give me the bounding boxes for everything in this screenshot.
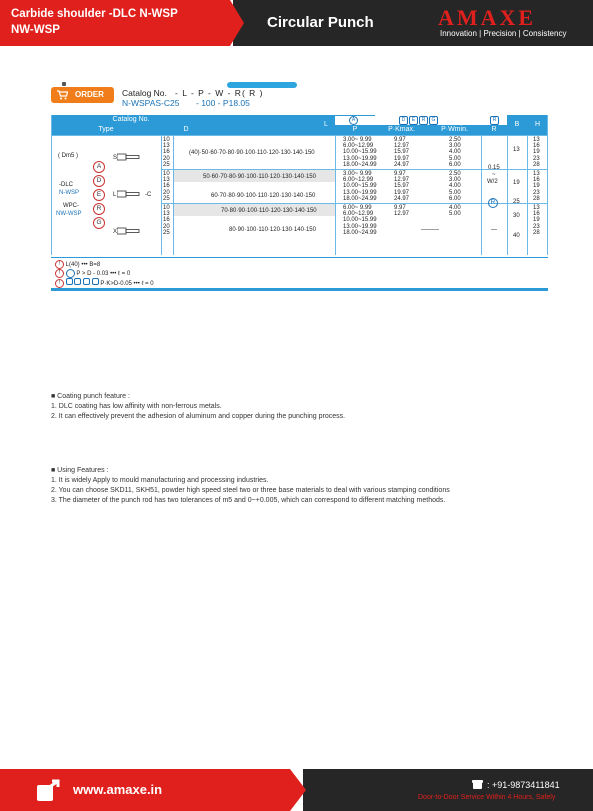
footer-dark-band — [303, 769, 593, 811]
punch-x-icon — [117, 226, 141, 236]
grid-line — [527, 135, 528, 255]
e-circle-icon: E — [93, 189, 105, 201]
g3-d-list: 10 13 16 20 25 — [163, 205, 170, 236]
website-link[interactable]: www.amaxe.in — [73, 782, 163, 797]
grid-line — [51, 135, 548, 136]
using-line-3: 3. The diameter of the punch rod has two tolerances of m5 and 0~+0.005, which can correspond to different matching methods. — [51, 497, 446, 504]
l-label: L — [113, 192, 117, 198]
marker-icon — [62, 82, 66, 86]
coating-title: ■ Coating punch feature : — [51, 393, 130, 400]
g3-h-list: 13 16 19 23 28 — [533, 205, 540, 236]
header-h: H — [527, 115, 548, 135]
g1-l-values: (40)·50·60·70·80·90·100·110·120·130·140·150 — [189, 150, 315, 156]
order-badge — [51, 87, 114, 103]
note-1-text: L(40) ••• B=8 — [65, 262, 101, 269]
grid-line — [161, 135, 162, 255]
spec-table — [51, 115, 548, 255]
header-pkmax: P·Kmax. — [375, 125, 428, 135]
r-circle-icon: R — [93, 203, 105, 215]
g2-d-list: 10 13 16 20 25 — [163, 171, 170, 202]
grid-line — [481, 135, 482, 255]
brand-logo: AMAXE — [438, 5, 537, 30]
using-section — [51, 466, 450, 506]
g3-p-list: 6.00~ 9.99 6.00~12.99 10.00~15.99 13.00~19.99 18.00~24.99 — [343, 205, 377, 236]
note-3 — [55, 278, 154, 288]
header-type: Type — [51, 125, 161, 135]
note-3-icon: ! — [55, 279, 64, 288]
g3-b2: 40 — [513, 233, 520, 239]
g-square-icon: G — [429, 116, 438, 125]
x-label: X — [113, 229, 118, 235]
type-nwwsp: NW-WSP — [56, 211, 82, 217]
g3-pkmax-list: 9.97 12.97 — [394, 205, 410, 218]
section-title: Circular Punch — [267, 14, 374, 31]
catalog-label: Catalog No. — [122, 88, 167, 98]
type-dlc: -DLC — [59, 182, 74, 188]
coating-line-1: 1. DLC coating has low affinity with non-ferrous metals. — [51, 403, 222, 410]
r-badge-icon: R — [490, 116, 499, 125]
type-wpc: WPC- — [63, 203, 79, 209]
r-square-icon — [83, 278, 90, 285]
g2-pwmin-list: 2.50 3.00 4.00 5.00 6.00 — [449, 171, 461, 202]
header-a-badge — [335, 116, 375, 125]
g1-pwmin-list: 2.50 3.00 4.00 5.00 6.00 — [449, 137, 461, 168]
using-line-1: 1. It is widely Apply to mould manufacturing and processing industries. — [51, 477, 269, 484]
type-nwsp: N-WSP — [59, 190, 79, 196]
g1-d-list: 10 13 16 20 25 — [163, 137, 170, 168]
r-value-top: 0.15 — [488, 165, 500, 171]
product-title-line1: Carbide shoulder -DLC N-WSP — [11, 8, 178, 20]
e-square-icon: E — [409, 116, 418, 125]
r-value-bottom: W/2 — [487, 179, 498, 185]
catalog-example: N-WSPAS-C25 — [122, 98, 180, 108]
d-circle-icon: D — [93, 175, 105, 187]
grid-line — [547, 115, 548, 255]
footer-arrow — [290, 769, 306, 811]
c-label: -C — [145, 192, 152, 198]
g2-b1: 19 — [513, 180, 520, 186]
page-header — [0, 0, 593, 46]
g1-p-list: 3.00~ 9.99 6.00~12.99 10.00~15.99 13.00~19.99 18.00~24.99 — [343, 137, 377, 168]
g2-l2-values: 60·70·80·90·100·110·120·130·140·150 — [211, 193, 316, 199]
grid-line — [335, 135, 336, 255]
header-derg — [375, 115, 481, 125]
g-square-icon — [92, 278, 99, 285]
phone-number[interactable]: : +91-9873411841 — [487, 780, 560, 790]
r-value-tilde: ~ — [492, 172, 496, 178]
header-b: B — [507, 115, 527, 135]
d-square-icon: D — [399, 116, 408, 125]
header-l: L — [211, 115, 441, 135]
note-3-text: P·K>D-0.05 ••• ℓ = 0 — [100, 281, 154, 287]
header-pwmin: P·Wmin. — [428, 125, 481, 135]
brand-tagline: Innovation | Precision | Consistency — [440, 29, 567, 38]
g-circle-icon: G — [93, 217, 105, 229]
note-1 — [55, 260, 100, 269]
order-label: ORDER — [75, 90, 104, 99]
using-title: ■ Using Features : — [51, 467, 109, 474]
g2-b2: 25 — [513, 199, 520, 205]
g3-b1: 30 — [513, 213, 520, 219]
a-circle-icon: A — [349, 116, 358, 125]
note-1-icon: ! — [55, 260, 64, 269]
grid-line — [173, 135, 174, 255]
g3-l2-values: 80·90·100·110·120·130·140·150 — [229, 227, 316, 233]
g-circle-icon — [66, 269, 75, 278]
coating-line-2: 2. It can effectively prevent the adhesion of aluminum and copper during the punching process. — [51, 413, 346, 420]
header-arrow — [230, 0, 244, 46]
header-r: R — [481, 125, 507, 135]
share-icon — [34, 777, 62, 803]
catalog-example-values: - 100 - P18.05 — [196, 98, 250, 108]
notes-box — [51, 257, 548, 291]
e-square-icon — [74, 278, 81, 285]
g2-h-list: 13 16 19 23 28 — [533, 171, 540, 202]
header-d: D — [161, 125, 211, 135]
note-2-text: P > D - 0.03 ••• ℓ = 0 — [76, 271, 131, 278]
header-p: P — [335, 125, 375, 135]
note-2-icon: ! — [55, 269, 64, 278]
coating-section — [51, 392, 345, 422]
product-title — [11, 6, 178, 38]
r-square-icon: R — [419, 116, 428, 125]
punch-l-icon — [117, 189, 141, 199]
g1-pkmax-list: 9.97 12.97 15.97 19.97 24.97 — [394, 137, 410, 168]
punch-s-icon — [117, 152, 141, 162]
product-title-line2: NW-WSP — [11, 24, 60, 36]
type-dm5: ( Dm5 ) — [58, 153, 78, 159]
g3-pwmin-list: 4.00 5.00 — [449, 205, 461, 218]
d-square-icon — [66, 278, 73, 285]
header-r-badge — [481, 115, 507, 125]
g1-h-list: 13 16 19 23 28 — [533, 137, 540, 168]
g3-dash: ——— — [421, 227, 439, 233]
g3-r-dash: — — [491, 227, 497, 233]
g2-l1-values: 50·60·70·80·90·100·110·120·130·140·150 — [203, 174, 316, 180]
grid-line — [51, 115, 52, 255]
g1-b: 13 — [513, 147, 520, 153]
a-circle-icon: A — [93, 161, 105, 173]
g3-l1-values: 70·80·90·100·110·120·130·140·150 — [221, 208, 317, 214]
footer-tagline: Door-to-Door Service Within 4 Hours, Safely — [418, 794, 556, 801]
s-label: S — [113, 155, 118, 161]
header-catalog-no: Catalog No. — [51, 115, 211, 125]
note-2 — [55, 269, 130, 278]
cart-icon — [57, 90, 68, 100]
r-circle-icon: R — [488, 198, 498, 208]
catalog-pattern: - L - P - W - R( R ) — [175, 88, 264, 98]
g2-p-list: 3.00~ 9.99 6.00~12.99 10.00~15.99 13.00~19.99 18.00~24.99 — [343, 171, 377, 202]
using-line-2: 2. You can choose SKD11, SKH51, powder high speed steel two or three base materials to deal with various stamping conditions — [51, 487, 450, 494]
grid-line — [507, 135, 508, 255]
g2-pkmax-list: 9.97 12.97 15.97 19.97 24.97 — [394, 171, 410, 202]
phone-icon — [472, 780, 483, 790]
